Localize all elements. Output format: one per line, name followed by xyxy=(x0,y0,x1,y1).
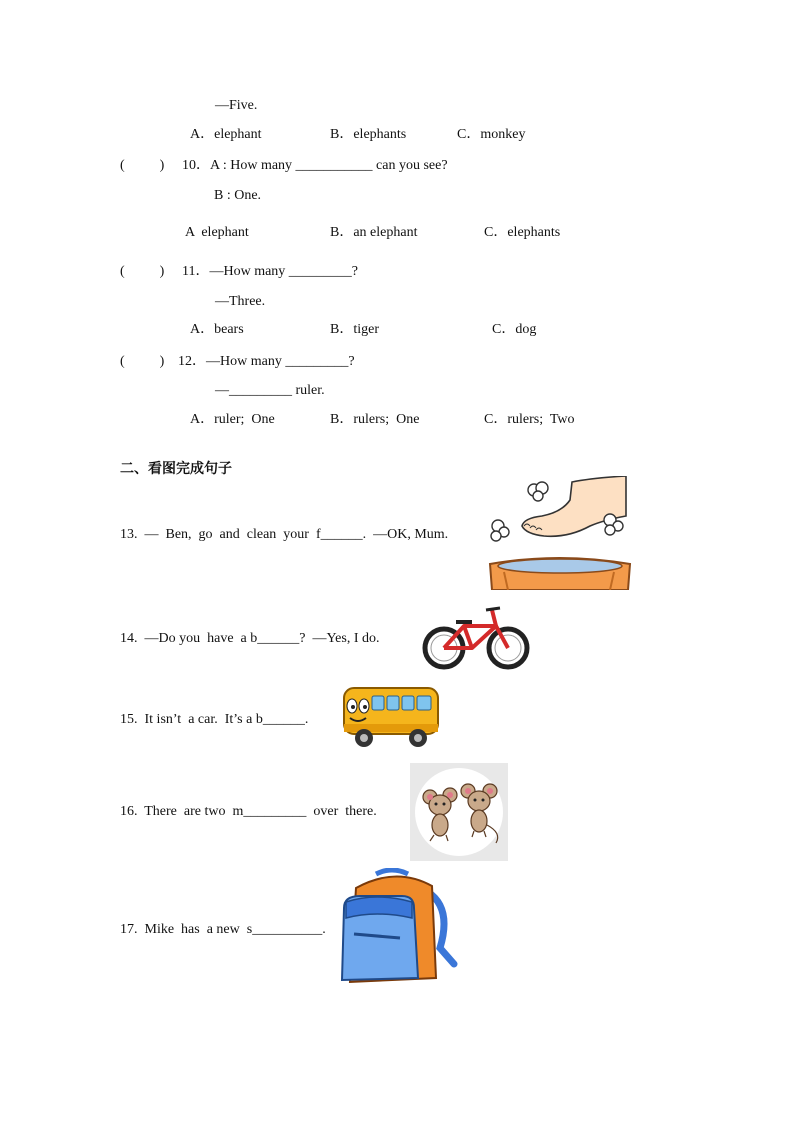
q9-option-a: A．elephant xyxy=(190,127,262,142)
q12-option-b: B．rulers; One xyxy=(330,412,420,427)
q11-option-a: A．bears xyxy=(190,322,244,337)
q10-prompt: 10．A : How many ___________ can you see? xyxy=(182,158,448,173)
q11-reply: —Three. xyxy=(215,294,266,309)
q9-answer: —Five. xyxy=(215,98,258,113)
bicycle-icon xyxy=(420,600,532,674)
foot-icon xyxy=(484,476,634,590)
q10-reply: B : One. xyxy=(214,188,262,203)
q12-prompt: 12．—How many _________? xyxy=(178,354,355,369)
q9-option-b: B．elephants xyxy=(330,127,407,142)
q14-sentence: 14. —Do you have a b______? —Yes, I do. xyxy=(120,631,380,646)
q11-option-b: B．tiger xyxy=(330,322,379,337)
q11-option-c: C．dog xyxy=(492,322,537,337)
q12-answer-paren: ( ) xyxy=(120,354,165,369)
q10-option-b: B．an elephant xyxy=(330,225,418,240)
q15-sentence: 15. It isn’t a car. It’s a b______. xyxy=(120,712,309,727)
q13-sentence: 13. — Ben, go and clean your f______. —OK, Mum. xyxy=(120,527,449,542)
schoolbag-icon xyxy=(336,868,460,986)
q11-answer-paren: ( ) xyxy=(120,264,165,279)
q16-sentence: 16. There are two m_________ over there. xyxy=(120,804,377,819)
bus-icon xyxy=(340,684,442,750)
q12-option-c: C．rulers; Two xyxy=(484,412,575,427)
q17-sentence: 17. Mike has a new s__________. xyxy=(120,922,326,937)
q12-reply: —_________ ruler. xyxy=(215,383,325,398)
q10-answer-paren: ( ) xyxy=(120,158,165,173)
q12-option-a: A．ruler; One xyxy=(190,412,275,427)
mice-icon xyxy=(410,763,508,861)
q9-option-c: C．monkey xyxy=(457,127,526,142)
q11-prompt: 11．—How many _________? xyxy=(182,264,359,279)
q10-option-a: A elephant xyxy=(185,225,249,240)
q10-option-c: C．elephants xyxy=(484,225,561,240)
section-heading: 二、看图完成句子 xyxy=(120,461,232,477)
